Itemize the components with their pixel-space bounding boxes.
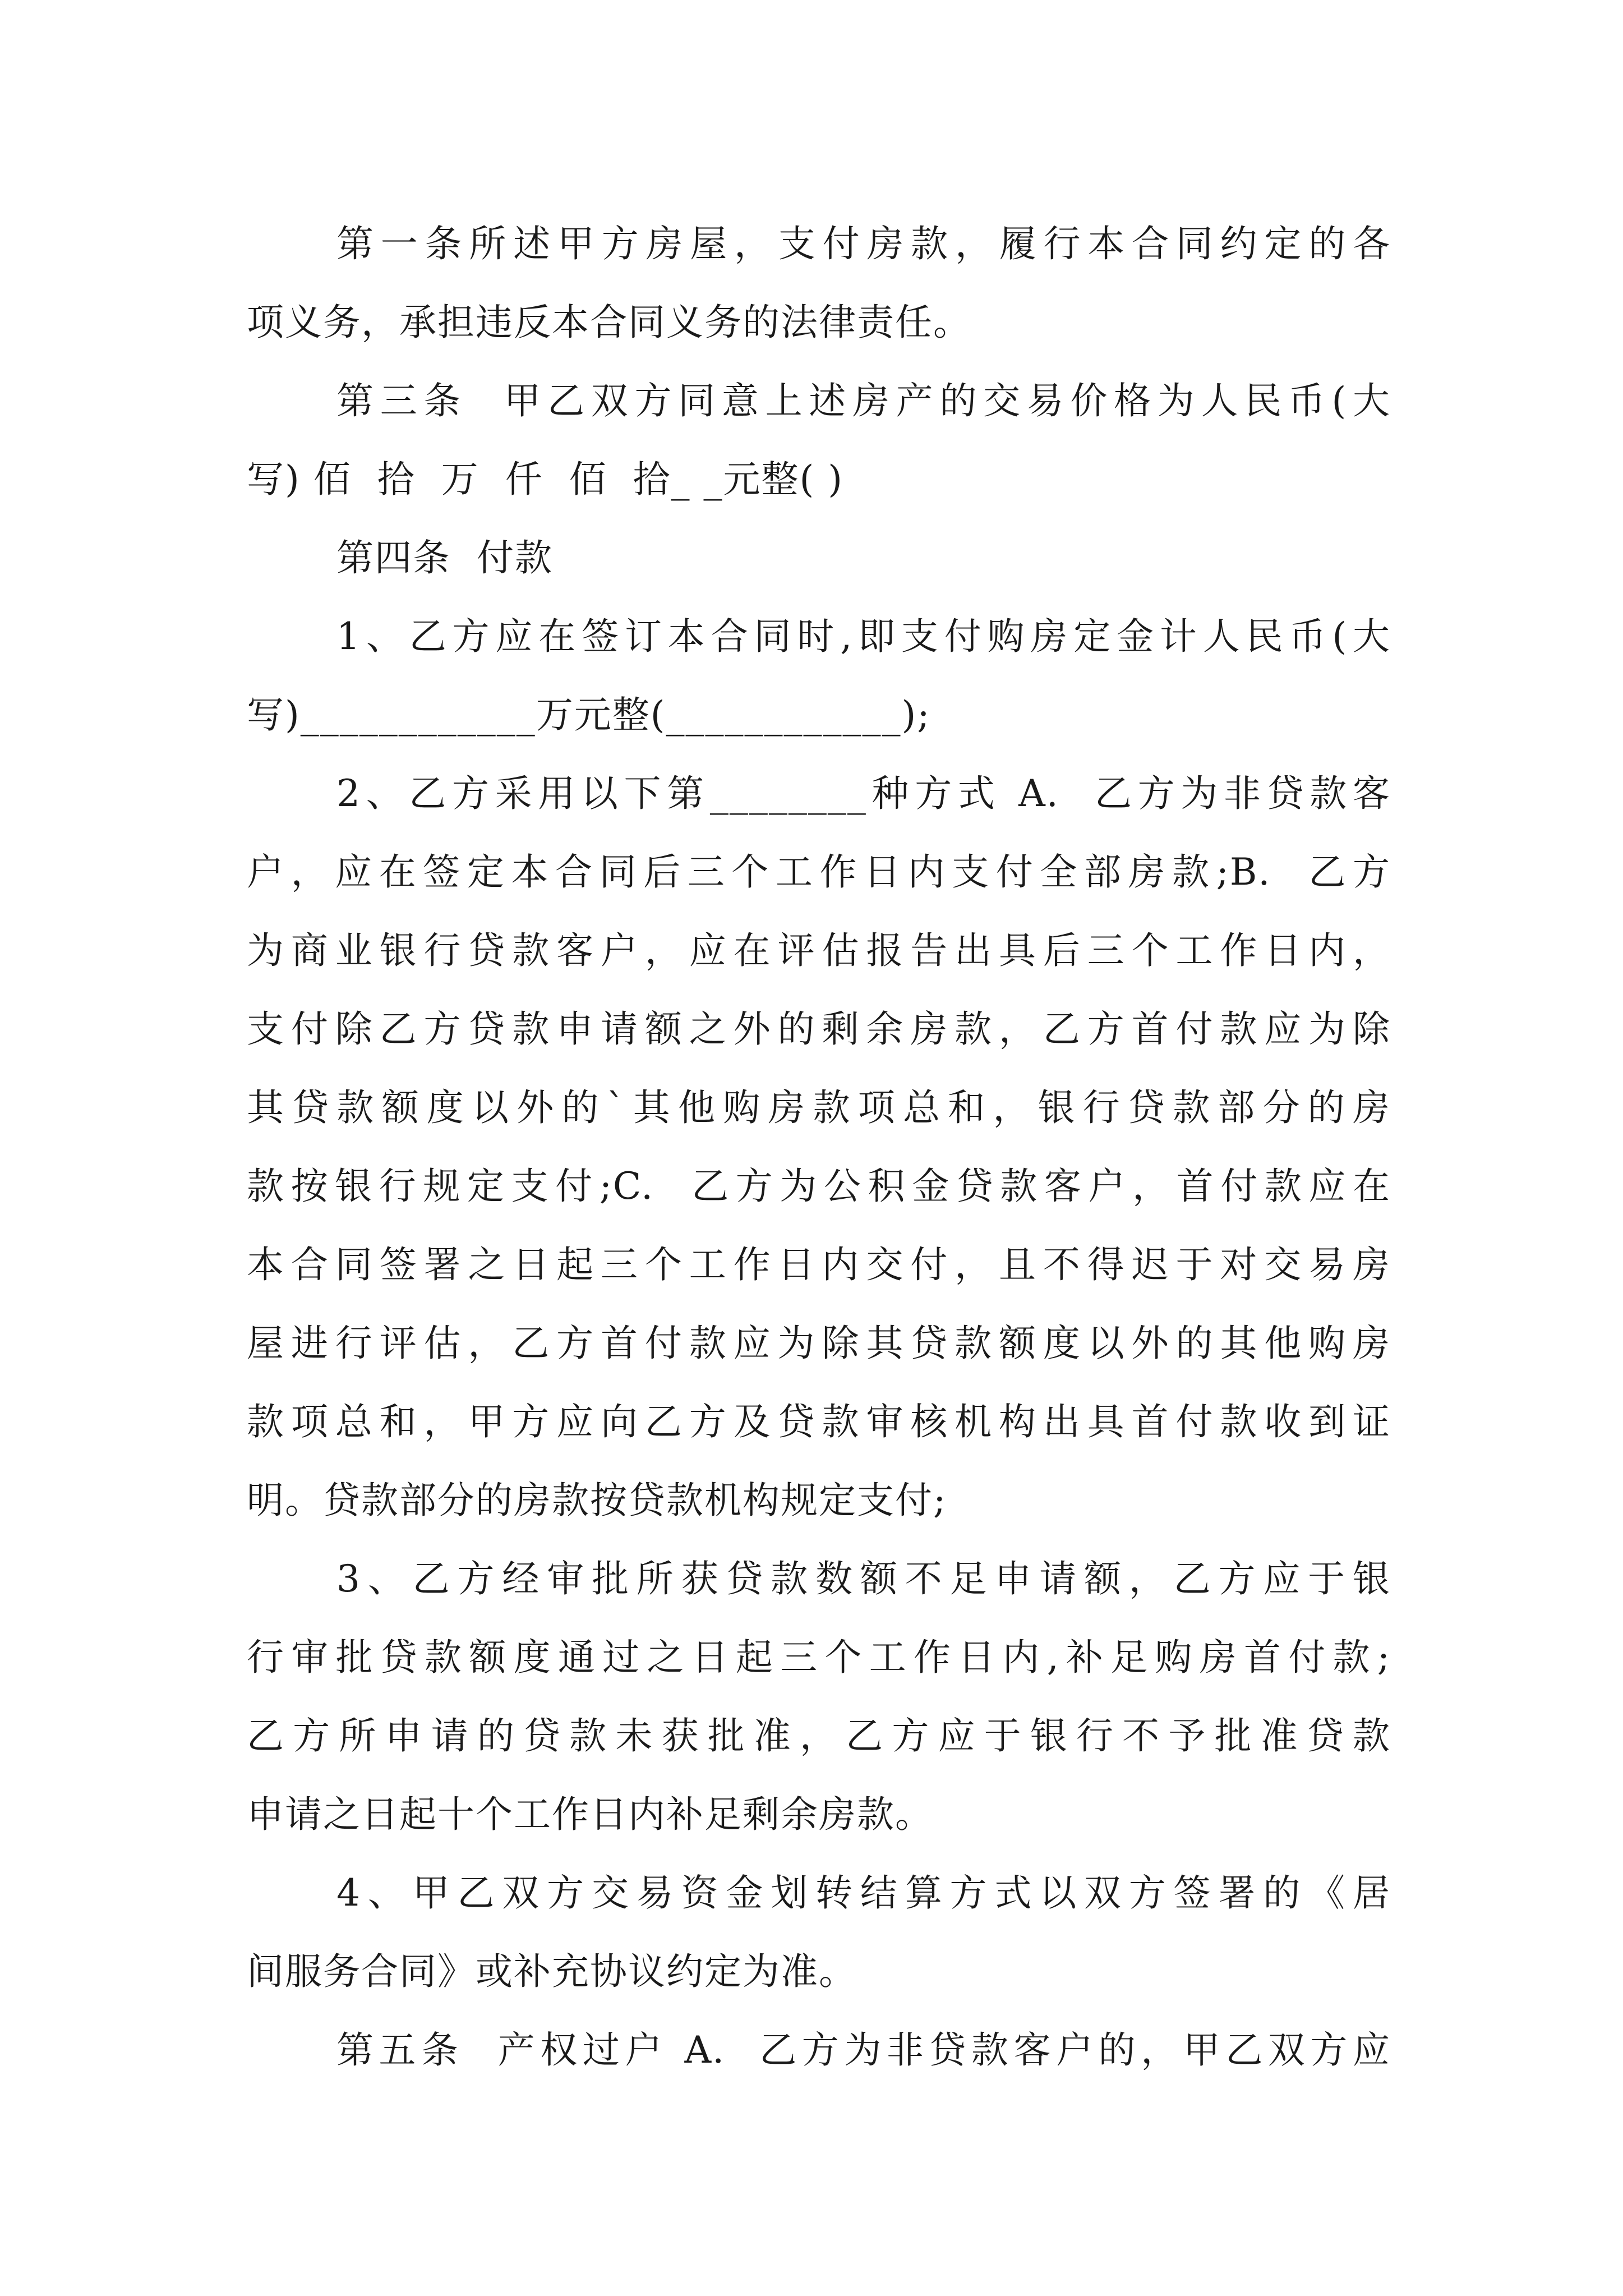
text-line: 1、乙方应在签订本合同时,即支付购房定金计人民币(大 [336, 615, 1391, 658]
text-line: 款按银行规定支付;C. 乙方为公积金贷款客户，首付款应在 [247, 1165, 1391, 1208]
text-line: 乙方所申请的贷款未获批准，乙方应于银行不予批准贷款 [247, 1714, 1391, 1757]
text-line: 第五条 产权过户 A. 乙方为非贷款客户的，甲乙双方应 [336, 2028, 1391, 2072]
text-line: 第一条所述甲方房屋，支付房款，履行本合同约定的各 [336, 222, 1391, 265]
text-line: 4、甲乙双方交易资金划转结算方式以双方签署的《居 [336, 1871, 1391, 1915]
text-line: 第三条 甲乙双方同意上述房产的交易价格为人民币(大 [336, 379, 1391, 422]
text-line: 本合同签署之日起三个工作日内交付，且不得迟于对交易房 [247, 1243, 1391, 1286]
text-line: 屋进行评估，乙方首付款应为除其贷款额度以外的其他购房 [247, 1322, 1391, 1365]
text-line: 申请之日起十个工作日内补足剩余房款。 [247, 1793, 933, 1836]
text-line: 3、乙方经审批所获贷款数额不足申请额，乙方应于银 [336, 1557, 1391, 1600]
text-line: 项义务，承担违反本合同义务的法律责任。 [247, 301, 971, 344]
text-line: 支付除乙方贷款申请额之外的剩余房款，乙方首付款应为除 [247, 1007, 1391, 1051]
text-line: 写)____________万元整(____________); [247, 693, 931, 737]
text-line: 其贷款额度以外的`其他购房款项总和，银行贷款部分的房 [247, 1086, 1391, 1129]
text-line: 为商业银行贷款客户，应在评估报告出具后三个工作日内， [247, 929, 1391, 972]
text-line: 明。贷款部分的房款按贷款机构规定支付; [247, 1479, 947, 1522]
text-line: 户，应在签定本合同后三个工作日内支付全部房款;B. 乙方 [247, 850, 1391, 894]
text-line: 间服务合同》或补充协议约定为准。 [247, 1950, 857, 1993]
text-line: 第四条 付款 [336, 536, 553, 579]
text-line: 行审批贷款额度通过之日起三个工作日内,补足购房首付款; [247, 1636, 1391, 1679]
text-line: 款项总和，甲方应向乙方及贷款审核机构出具首付款收到证 [247, 1400, 1391, 1443]
text-line: 写) 佰 拾 万 仟 佰 拾_ _元整( ) [247, 458, 843, 501]
text-line: 2、乙方采用以下第________种方式 A. 乙方为非贷款客 [336, 772, 1391, 815]
